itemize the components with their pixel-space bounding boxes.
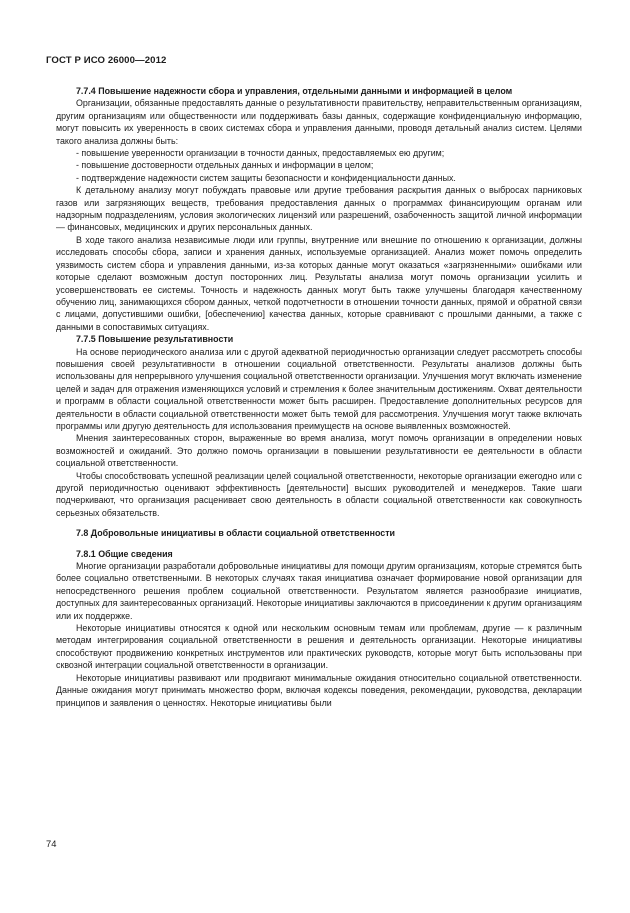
page-number: 74: [46, 838, 57, 849]
paragraph: - повышение достоверности отдельных данных и информации в целом;: [76, 160, 374, 171]
paragraph: - подтверждение надежности систем защиты безопасности и конфиденциальности данных.: [76, 172, 456, 183]
paragraph: Организации, обязанные предоставлять данные о результативности правительству, неправительственным организациям, другим организациям или общественности или поддерживать базы данных, содержащие конфиденциальную информацию, могут повысить их уверенность в своих системах сбора и управления данными, проводя детальный анализ систем. Целями такого анализа должны быть:: [56, 98, 582, 146]
paragraph: На основе периодического анализа или с другой адекватной периодичностью организации следует рассмотреть способы повышения своей результативности в отношении социальной ответственности. Результаты анализов должны быть использованы для непрерывного улучшения социальной ответственности организации. Улучшения могут включать изменение целей и задач для отражения изменяющихся условий и стремления к более значительным достижениям. Охват деятельности и программ в области социальной ответственности может быть расширен. Предоставление дополнительных ресурсов для деятельности в области социальной ответственности может быть темой для рассмотрения. Улучшения могут также включать программы или другую деятельность для использования преимуществ на основе выявленных возможностей.: [56, 346, 582, 431]
document-header: ГОСТ Р ИСО 26000—2012: [46, 55, 167, 66]
paragraph: Некоторые инициативы развивают или продвигают минимальные ожидания относительно социальной ответственности. Данные ожидания могут принимать множество форм, включая кодексы поведения, рекомендации, руководства, декларации принципов и заявления о ценностях. Некоторые инициативы были: [56, 672, 582, 708]
document-body: [56, 85, 582, 709]
section-heading: 7.7.5 Повышение результативности: [76, 334, 234, 345]
section-heading: 7.7.4 Повышение надежности сбора и управления, отдельными данными и информацией в целом: [76, 86, 513, 96]
paragraph: В ходе такого анализа независимые люди или группы, внутренние или внешние по отношению к организации, должны исследовать способы сбора, записи и хранения данных, используемые организацией. Анализ может помочь определить уязвимость систем сбора и управления данными, из-за которых данные могут оказаться «загрязненными» ошибками или которые сделают возможным доступ посторонних лиц. Результаты анализа могут помочь организации усилить и усовершенствовать ее системы. Точность и надежность данных могут быть также улучшены благодаря качественному обучению лиц, занимающихся сбором данных, четкой подотчетности в отношении точности данных, прямой и обратной связи с лицами, допустившими ошибки, [обеспечению] качества данных, которые сравнивают с прошлыми данными, а также с данными в сопоставимых ситуациях.: [56, 234, 582, 332]
paragraph: К детальному анализу могут побуждать правовые или другие требования раскрытия данных о выбросах парниковых газов или загрязняющих веществ, требования предоставления данных о программах финансирующим органам или надзорным подразделениям, условия экологических лицензий или разрешений, озабоченность защитой личной информации — финансовых, медицинских и других персональных данных.: [56, 185, 582, 233]
paragraph: Мнения заинтересованных сторон, выраженные во время анализа, могут помочь организации в определении новых возможностей и ожиданий. Это должно помочь организации в повышении результативности ее деятельности в области социальной ответственности.: [56, 433, 582, 469]
paragraph: Чтобы способствовать успешной реализации целей социальной ответственности, некоторые организации ежегодно или с другой периодичностью оценивают эффективность [деятельности] высших руководителей и менеджеров. Такие шаги подчеркивают, что организация расценивает свою деятельность в области социальной ответственности как совокупность серьезных обязательств.: [56, 470, 582, 518]
paragraph: Многие организации разработали добровольные инициативы для помощи другим организациям, которые стремятся быть более социально ответственными. В некоторых случаях такая инициатива означает формирование новой организации для непосредственного решения проблем социальной ответственности. Результатом является разнообразие инициатив, доступных для заинтересованных организаций. Некоторые инициативы заключаются в присоединении к другим организациям или их поддержке.: [56, 561, 582, 621]
section-heading: 7.8.1 Общие сведения: [76, 548, 173, 559]
paragraph: - повышение уверенности организации в точности данных, предоставляемых ею другим;: [76, 148, 445, 159]
section-heading: 7.8 Добровольные инициативы в области социальной ответственности: [76, 528, 396, 539]
paragraph: Некоторые инициативы относятся к одной или нескольким основным темам или проблемам, другие — к различным методам интегрирования социальной ответственности в решения и деятельность организации. Некоторые инициативы способствуют продвижению конкретных инструментов или практических руководств, которые могут быть использованы при сквозной интеграции социальной ответственности в организации.: [56, 623, 582, 671]
